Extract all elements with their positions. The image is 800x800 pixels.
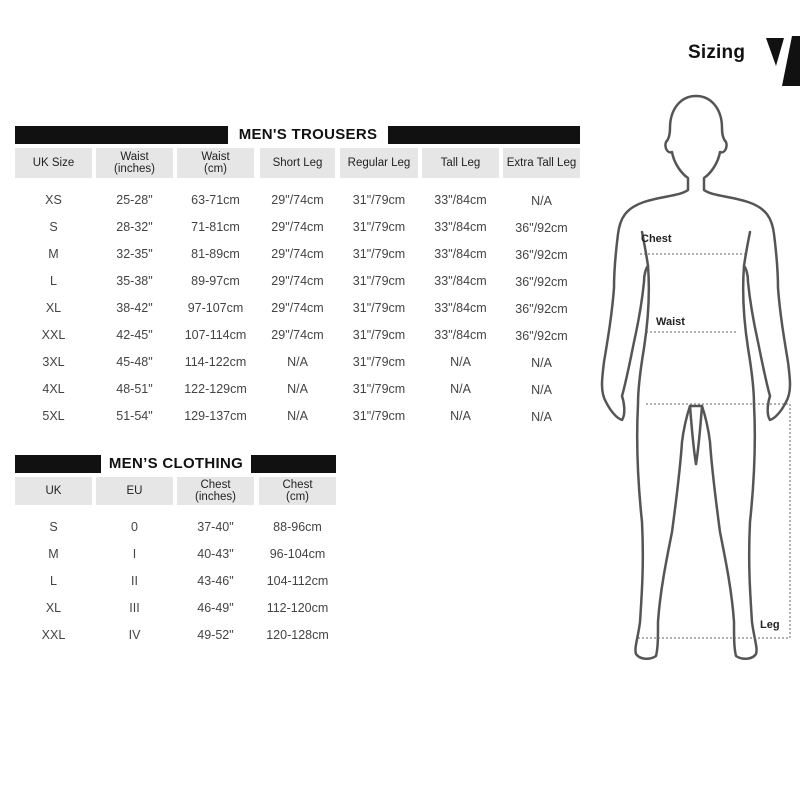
table-cell: N/A <box>531 194 552 208</box>
table-cell: 36"/92cm <box>515 302 568 316</box>
table-cell: L <box>50 574 57 588</box>
brand-slash-logo-icon <box>762 36 800 86</box>
header-line: EU <box>126 485 143 497</box>
table-cell: 33"/84cm <box>434 247 487 261</box>
table-cell: 46-49" <box>197 601 234 615</box>
table-cell: N/A <box>531 383 552 397</box>
trousers-banner <box>15 126 580 144</box>
table-cell: 122-129cm <box>184 382 247 396</box>
table-cell: 33"/84cm <box>434 220 487 234</box>
table-cell: M <box>48 247 59 261</box>
table-cell: 29"/74cm <box>271 247 324 261</box>
header-line: Regular Leg <box>347 157 411 169</box>
header-line: UK <box>45 485 62 497</box>
waist-label: Waist <box>656 316 685 328</box>
table-cell: N/A <box>450 382 471 396</box>
table-cell: N/A <box>287 382 308 396</box>
table-cell: N/A <box>531 356 552 370</box>
trousers-header-cell <box>340 148 418 178</box>
table-cell: 29"/74cm <box>271 328 324 342</box>
page-title: Sizing <box>688 42 746 63</box>
leg-label: Leg <box>760 619 780 631</box>
table-cell: 36"/92cm <box>515 275 568 289</box>
human-body-outline-icon <box>596 92 800 672</box>
table-cell: 88-96cm <box>273 520 322 534</box>
table-cell: 31"/79cm <box>352 409 406 423</box>
table-cell: III <box>129 601 140 615</box>
header-line: (cm) <box>204 163 227 175</box>
table-cell: I <box>132 547 137 561</box>
table-cell: 97-107cm <box>187 301 244 315</box>
trousers-header-cell <box>260 148 335 178</box>
header-line: Waist <box>201 151 230 163</box>
table-cell: 31"/79cm <box>352 274 406 288</box>
table-cell: 48-51" <box>116 382 153 396</box>
table-cell: 5XL <box>42 409 65 423</box>
table-cell: N/A <box>287 355 308 369</box>
table-cell: 45-48" <box>116 355 153 369</box>
header-line: (inches) <box>114 163 155 175</box>
table-cell: 33"/84cm <box>434 274 487 288</box>
clothing-header-cell <box>177 477 254 505</box>
clothing-header-cell <box>259 477 336 505</box>
table-cell: 29"/74cm <box>271 301 324 315</box>
table-cell: N/A <box>531 410 552 424</box>
table-cell: 28-32" <box>116 220 153 234</box>
table-cell: 63-71cm <box>191 193 240 207</box>
table-cell: 36"/92cm <box>515 248 568 262</box>
table-cell: 31"/79cm <box>352 193 406 207</box>
table-cell: 129-137cm <box>184 409 247 423</box>
trousers-title: MEN'S TROUSERS <box>228 124 388 146</box>
clothing-title: MEN’S CLOTHING <box>101 453 251 475</box>
trousers-header-cell <box>96 148 173 178</box>
chest-label: Chest <box>641 233 672 245</box>
table-cell: 96-104cm <box>269 547 326 561</box>
table-cell: XXL <box>41 328 66 342</box>
table-cell: L <box>50 274 57 288</box>
table-cell: 40-43" <box>197 547 234 561</box>
table-cell: 31"/79cm <box>352 382 406 396</box>
table-cell: 37-40" <box>197 520 234 534</box>
table-cell: 25-28" <box>116 193 153 207</box>
table-cell: 29"/74cm <box>271 193 324 207</box>
table-cell: XS <box>45 193 62 207</box>
header-line: Tall Leg <box>440 157 481 169</box>
trousers-header-cell <box>422 148 499 178</box>
header-line: UK Size <box>32 157 75 169</box>
table-cell: II <box>131 574 138 588</box>
table-cell: 42-45" <box>116 328 153 342</box>
header-line: Waist <box>120 151 149 163</box>
table-cell: N/A <box>450 355 471 369</box>
table-cell: 4XL <box>42 382 65 396</box>
table-cell: 29"/74cm <box>271 220 324 234</box>
table-cell: 89-97cm <box>191 274 240 288</box>
table-cell: 33"/84cm <box>434 193 487 207</box>
table-cell: 31"/79cm <box>352 220 406 234</box>
table-cell: 31"/79cm <box>352 301 406 315</box>
table-cell: 81-89cm <box>191 247 240 261</box>
table-cell: 51-54" <box>116 409 153 423</box>
header-line: (cm) <box>286 491 309 503</box>
table-cell: 31"/79cm <box>352 247 406 261</box>
table-cell: 104-112cm <box>266 574 329 588</box>
header-line: Extra Tall Leg <box>506 157 577 169</box>
header-line: Chest <box>200 479 231 491</box>
table-cell: 3XL <box>42 355 65 369</box>
table-cell: XL <box>45 301 62 315</box>
table-cell: 32-35" <box>116 247 153 261</box>
table-cell: 49-52" <box>197 628 234 642</box>
table-cell: S <box>49 520 58 534</box>
table-cell: 114-122cm <box>184 355 247 369</box>
table-cell: N/A <box>287 409 308 423</box>
table-cell: 29"/74cm <box>271 274 324 288</box>
table-cell: 0 <box>131 520 138 534</box>
trousers-header-cell <box>503 148 580 178</box>
clothing-header-cell <box>15 477 92 505</box>
table-cell: 107-114cm <box>184 328 247 342</box>
table-cell: 35-38" <box>116 274 153 288</box>
header-line: (inches) <box>195 491 236 503</box>
table-cell: 71-81cm <box>191 220 240 234</box>
table-cell: 31"/79cm <box>352 355 406 369</box>
clothing-header-cell <box>96 477 173 505</box>
table-cell: 112-120cm <box>266 601 329 615</box>
table-cell: XL <box>45 601 62 615</box>
table-cell: 38-42" <box>116 301 153 315</box>
header-line: Chest <box>282 479 313 491</box>
table-cell: 31"/79cm <box>352 328 406 342</box>
table-cell: 36"/92cm <box>515 329 568 343</box>
table-cell: 120-128cm <box>266 628 329 642</box>
table-cell: IV <box>128 628 141 642</box>
table-cell: S <box>49 220 58 234</box>
table-cell: 33"/84cm <box>434 328 487 342</box>
table-cell: M <box>48 547 59 561</box>
trousers-header-cell <box>15 148 92 178</box>
clothing-banner <box>15 455 336 473</box>
trousers-header-cell <box>177 148 254 178</box>
table-cell: 43-46" <box>197 574 234 588</box>
table-cell: N/A <box>450 409 471 423</box>
table-cell: 33"/84cm <box>434 301 487 315</box>
header-line: Short Leg <box>272 157 323 169</box>
table-cell: XXL <box>41 628 66 642</box>
table-cell: 36"/92cm <box>515 221 568 235</box>
